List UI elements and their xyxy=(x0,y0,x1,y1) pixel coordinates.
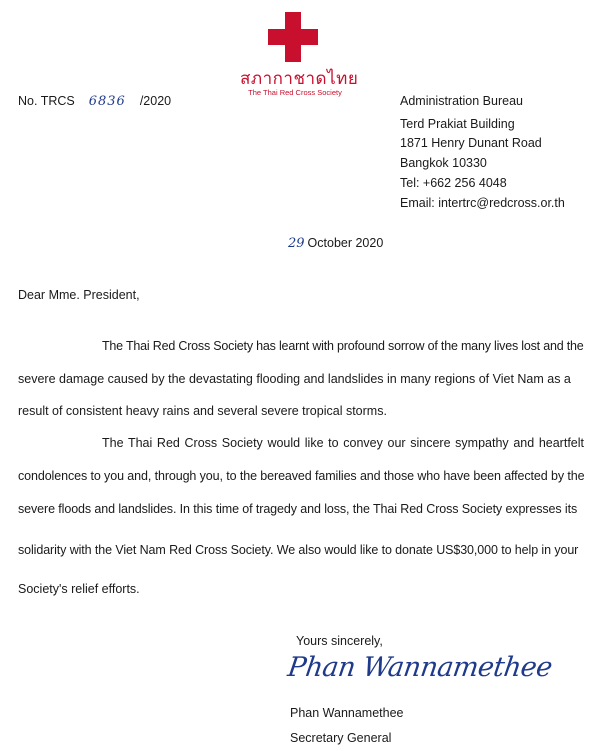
handwritten-signature: Phan Wannamethee xyxy=(285,652,554,683)
body-text-line: The Thai Red Cross Society has learnt with profound sorrow of the many lives lost and the xyxy=(102,339,584,353)
body-text-line: condolences to you and, through you, to the bereaved families and those who have been affected by the xyxy=(18,469,585,483)
address-line: Email: intertrc@redcross.or.th xyxy=(400,196,565,210)
address-line: Terd Prakiat Building xyxy=(400,117,515,131)
date-month-year: October 2020 xyxy=(307,236,384,250)
address-line: 1871 Henry Dunant Road xyxy=(400,136,542,150)
red-cross-icon xyxy=(268,12,318,62)
body-text-line: severe floods and landslides. In this time of tragedy and loss, the Thai Red Cross Society expresses its xyxy=(18,502,578,516)
handwritten-day: 29 xyxy=(288,236,305,251)
reference-number xyxy=(18,94,171,109)
handwritten-reference-number: 6836 xyxy=(88,94,126,109)
signer-name: Phan Wannamethee xyxy=(290,706,404,720)
body-text-line: Society's relief efforts. xyxy=(18,582,140,596)
body-text-line: The Thai Red Cross Society would like to convey our sincere sympathy and heartfelt xyxy=(102,436,584,450)
org-name-english: The Thai Red Cross Society xyxy=(248,88,342,97)
reference-prefix: No. TRCS xyxy=(18,94,75,108)
address-line: Bangkok 10330 xyxy=(400,156,487,170)
org-name-thai: สภากาชาดไทย xyxy=(240,69,359,88)
signer-title: Secretary General xyxy=(290,731,392,745)
address-line: Administration Bureau xyxy=(400,94,523,108)
valediction: Yours sincerely, xyxy=(296,634,383,648)
body-text-line: severe damage caused by the devastating flooding and landslides in many regions of Viet Nam as a xyxy=(18,372,571,386)
address-line: Tel: +662 256 4048 xyxy=(400,176,507,190)
body-text-line: solidarity with the Viet Nam Red Cross Society. We also would like to donate US$30,000 to help in your xyxy=(18,543,579,557)
body-text-line: result of consistent heavy rains and several severe tropical storms. xyxy=(18,404,387,418)
letter-date xyxy=(288,236,383,251)
reference-year: /2020 xyxy=(139,94,172,108)
salutation: Dear Mme. President, xyxy=(18,288,140,302)
